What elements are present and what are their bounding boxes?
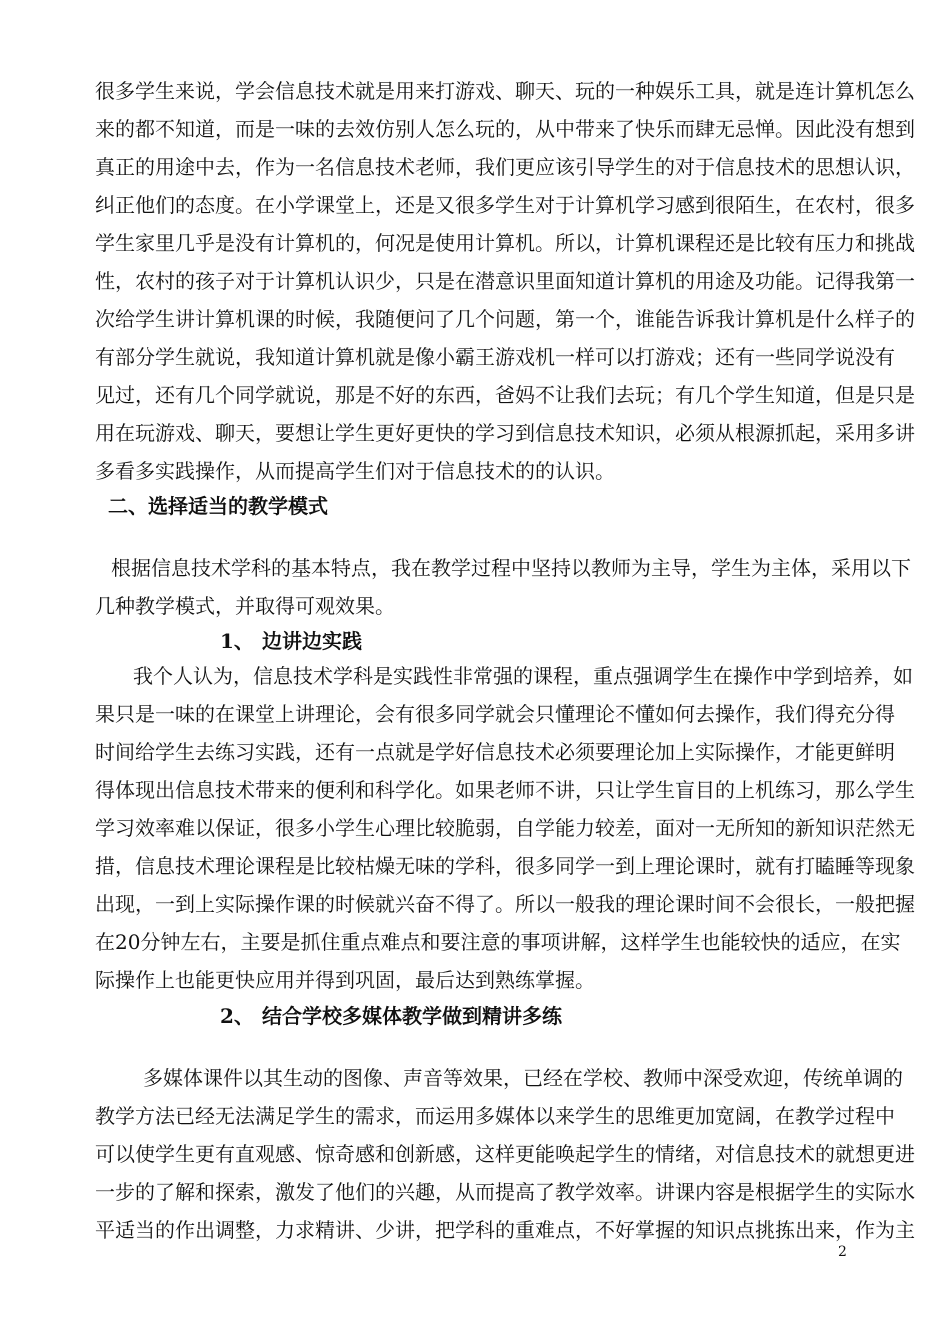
- paragraph-line: 措，信息技术理论课程是比较枯燥无味的学科，很多同学一到上理论课时，就有打瞌睡等现象: [95, 854, 915, 878]
- paragraph-line: 出现，一到上实际操作课的时候就兴奋不得了。所以一般我的理论课时间不会很长，一般把握: [95, 892, 915, 916]
- paragraph-line: 见过，还有几个同学就说，那是不好的东西，爸妈不让我们去玩；有几个学生知道，但是只是: [95, 383, 915, 407]
- paragraph-line: 学习效率难以保证，很多小学生心理比较脆弱，自学能力较差，面对一无所知的新知识茫然无: [95, 816, 915, 840]
- paragraph-line: 际操作上也能更快应用并得到巩固，最后达到熟练掌握。: [95, 968, 595, 992]
- paragraph-line: 一步的了解和探索，激发了他们的兴趣，从而提高了教学效率。讲课内容是根据学生的实际水: [95, 1180, 915, 1204]
- section-heading: 二、选择适当的教学模式: [108, 494, 328, 518]
- paragraph-line: 教学方法已经无法满足学生的需求，而运用多媒体以来学生的思维更加宽阔，在教学过程中: [95, 1104, 895, 1128]
- paragraph-line: 性，农村的孩子对于计算机认识少，只是在潜意识里面知道计算机的用途及功能。记得我第一: [95, 269, 915, 293]
- paragraph-line: 平适当的作出调整，力求精讲、少讲，把学科的重难点，不好掌握的知识点挑拣出来，作为主: [95, 1218, 915, 1242]
- paragraph-line: 次给学生讲计算机课的时候，我随便问了几个问题，第一个，谁能告诉我计算机是什么样子的: [95, 307, 915, 331]
- paragraph-line: 学生家里几乎是没有计算机的，何况是使用计算机。所以，计算机课程还是比较有压力和挑战: [95, 231, 915, 255]
- paragraph-line: 果只是一味的在课堂上讲理论，会有很多同学就会只懂理论不懂如何去操作，我们得充分得: [95, 702, 895, 726]
- paragraph-line: 我个人认为，信息技术学科是实践性非常强的课程，重点强调学生在操作中学到培养，如: [133, 664, 913, 688]
- paragraph-line: 来的都不知道，而是一味的去效仿别人怎么玩的，从中带来了快乐而肆无忌惮。因此没有想到: [95, 117, 915, 141]
- page-number: 2: [838, 1244, 847, 1260]
- paragraph-line: 多媒体课件以其生动的图像、声音等效果，已经在学校、教师中深受欢迎，传统单调的: [143, 1066, 903, 1090]
- paragraph-line: 时间给学生去练习实践，还有一点就是学好信息技术必须要理论加上实际操作，才能更鲜明: [95, 740, 895, 764]
- subsection-number: 2、: [220, 1004, 254, 1028]
- paragraph-line: 有部分学生就说，我知道计算机就是像小霸王游戏机一样可以打游戏；还有一些同学说没有: [95, 345, 895, 369]
- paragraph-line: 很多学生来说，学会信息技术就是用来打游戏、聊天、玩的一种娱乐工具，就是连计算机怎么: [95, 79, 915, 103]
- subsection-number: 1、: [220, 629, 254, 653]
- paragraph-line: 根据信息技术学科的基本特点，我在教学过程中坚持以教师为主导，学生为主体，采用以下: [111, 556, 911, 580]
- paragraph-line: 多看多实践操作，从而提高学生们对于信息技术的的认识。: [95, 459, 615, 483]
- paragraph-line: 在20分钟左右，主要是抓住重点难点和要注意的事项讲解，这样学生也能较快的适应，在实: [95, 930, 901, 954]
- paragraph-line: 几种教学模式，并取得可观效果。: [95, 594, 395, 618]
- paragraph-line: 用在玩游戏、聊天，要想让学生更好更快的学习到信息技术知识，必须从根源抓起，采用多讲: [95, 421, 915, 445]
- subsection-title: 结合学校多媒体教学做到精讲多练: [262, 1004, 562, 1028]
- subsection-title: 边讲边实践: [262, 629, 362, 653]
- paragraph-line: 真正的用途中去，作为一名信息技术老师，我们更应该引导学生的对于信息技术的思想认识，: [95, 155, 915, 179]
- paragraph-line: 得体现出信息技术带来的便利和科学化。如果老师不讲，只让学生盲目的上机练习，那么学生: [95, 778, 915, 802]
- paragraph-line: 纠正他们的态度。在小学课堂上，还是又很多学生对于计算机学习感到很陌生，在农村，很多: [95, 193, 915, 217]
- paragraph-line: 可以使学生更有直观感、惊奇感和创新感，这样更能唤起学生的情绪，对信息技术的就想更进: [95, 1142, 915, 1166]
